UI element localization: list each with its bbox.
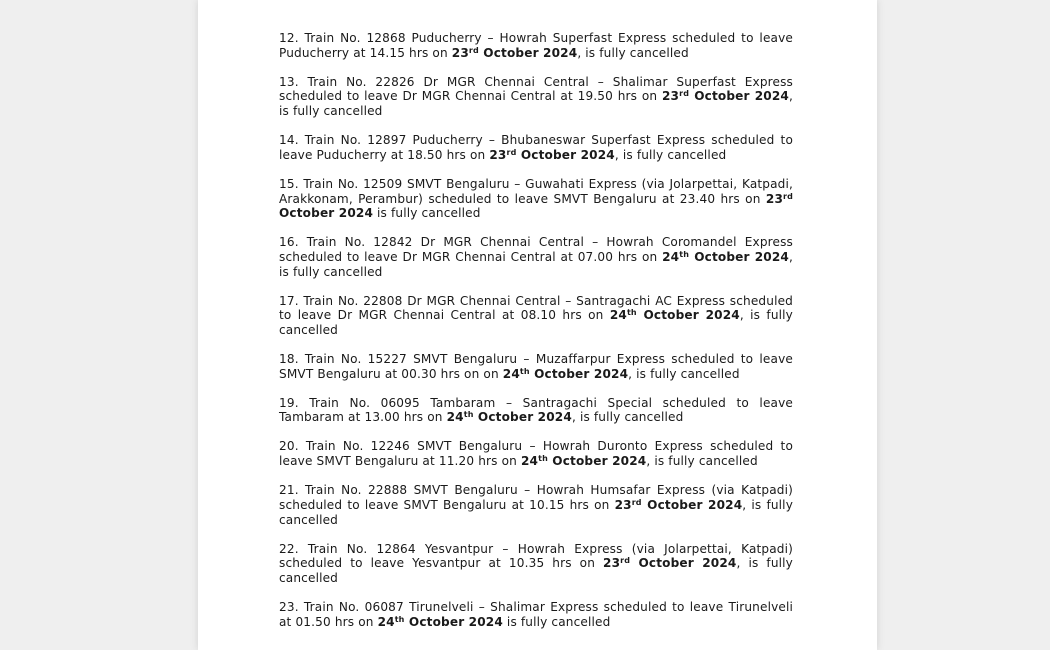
date-suffix: rd: [620, 556, 631, 566]
item-text: 12. Train No. 12868 Puducherry – Howrah Superfast Express scheduled to leave Puducherry at 14.15 hrs on: [279, 31, 793, 60]
item-text: 15. Train No. 12509 SMVT Bengaluru – Guwahati Express (via Jolarpettai, Katpadi, Arakkonam, Perambur) scheduled to leave SMVT Bengaluru at 23.40 hrs on: [279, 176, 793, 206]
list-item: [279, 352, 793, 381]
item-text: 14. Train No. 12897 Puducherry – Bhubaneswar Superfast Express scheduled to leave Puducherry at 18.50 hrs on: [279, 133, 793, 162]
date: [662, 250, 789, 264]
item-text: 16. Train No. 12842 Dr MGR Chennai Central – Howrah Coromandel Express scheduled to leave Dr MGR Chennai Central at 07.00 hrs on: [279, 235, 793, 264]
date-day: 24: [520, 454, 539, 469]
document-page: [198, 0, 877, 650]
item-status: , is fully cancelled: [279, 308, 793, 338]
list-item: [279, 483, 793, 527]
date-month-year: October 2024: [636, 308, 740, 323]
item-status: , is fully cancelled: [628, 366, 740, 381]
date-suffix: th: [626, 308, 637, 318]
date-month-year: October 2024: [689, 89, 789, 104]
date-day: 23: [489, 147, 507, 162]
date: [503, 367, 628, 381]
list-item: [279, 133, 793, 162]
item-status: , is fully cancelled: [614, 147, 727, 162]
item-status: , is fully cancelled: [279, 497, 793, 527]
date-suffix: rd: [783, 191, 793, 201]
date-suffix: rd: [631, 497, 642, 507]
date-day: 24: [662, 249, 680, 264]
date-month-year: October 2024: [547, 454, 647, 469]
date-day: 23: [765, 191, 784, 206]
date: [615, 498, 743, 512]
date-suffix: th: [519, 366, 530, 376]
date-day: 24: [502, 366, 520, 381]
list-item: [279, 75, 793, 119]
date: [447, 410, 572, 424]
date-month-year: October 2024: [641, 497, 743, 512]
item-text: 19. Train No. 06095 Tambaram – Santragachi Special scheduled to leave Tambaram at 13.00 hrs on: [279, 395, 793, 425]
date-day: 24: [446, 410, 464, 425]
date: [489, 148, 615, 162]
list-item: [279, 396, 793, 425]
date-day: 23: [614, 497, 632, 512]
date: [603, 556, 737, 570]
date-suffix: th: [394, 614, 405, 624]
date: [378, 615, 503, 629]
item-text: 21. Train No. 22888 SMVT Bengaluru – Howrah Humsafar Express (via Katpadi) scheduled to leave SMVT Bengaluru at 10.15 hrs on: [279, 483, 793, 512]
date-day: 23: [603, 556, 621, 571]
date-day: 24: [609, 308, 627, 323]
date-month-year: October 2024: [630, 556, 737, 571]
date-suffix: th: [538, 454, 548, 464]
date-suffix: rd: [506, 147, 517, 157]
item-text: 23. Train No. 06087 Tirunelveli – Shalimar Express scheduled to leave Tirunelveli at 01.50 hrs on: [279, 599, 793, 629]
cancellation-list: [279, 31, 793, 644]
item-status: is fully cancelled: [373, 206, 481, 221]
date-month-year: October 2024: [473, 410, 572, 425]
item-status: , is fully cancelled: [577, 45, 689, 60]
date-suffix: rd: [679, 89, 690, 99]
date-day: 23: [451, 45, 469, 60]
list-item: [279, 177, 793, 221]
list-item: [279, 31, 793, 60]
item-text: 13. Train No. 22826 Dr MGR Chennai Central – Shalimar Superfast Express scheduled to leave Dr MGR Chennai Central at 19.50 hrs on: [279, 74, 793, 104]
list-item: [279, 235, 793, 279]
date: [662, 89, 789, 103]
list-item: [279, 600, 793, 629]
item-status: , is fully cancelled: [646, 454, 758, 469]
date-month-year: October 2024: [478, 45, 578, 60]
item-status: , is fully cancelled: [279, 89, 793, 119]
item-text: 20. Train No. 12246 SMVT Bengaluru – Howrah Duronto Express scheduled to leave SMVT Bengaluru at 11.20 hrs on: [279, 439, 793, 469]
date-month-year: October 2024: [404, 614, 503, 629]
item-status: , is fully cancelled: [571, 410, 684, 425]
date-suffix: rd: [468, 45, 479, 55]
date-suffix: th: [463, 410, 474, 420]
item-status: , is fully cancelled: [279, 556, 793, 585]
date-month-year: October 2024: [279, 206, 374, 221]
item-text: 17. Train No. 22808 Dr MGR Chennai Central – Santragachi AC Express scheduled to leave Dr MGR Chennai Central at 08.10 hrs on: [279, 293, 793, 323]
list-item: [279, 542, 793, 586]
item-status: is fully cancelled: [502, 614, 611, 629]
date: [521, 454, 646, 468]
item-text: 18. Train No. 15227 SMVT Bengaluru – Muzaffarpur Express scheduled to leave SMVT Bengaluru at 00.30 hrs on on: [279, 352, 793, 381]
date-month-year: October 2024: [516, 147, 615, 162]
date-month-year: October 2024: [689, 249, 789, 264]
date-day: 23: [661, 89, 680, 104]
date-suffix: th: [679, 249, 690, 259]
item-text: 22. Train No. 12864 Yesvantpur – Howrah Express (via Jolarpettai, Katpadi) scheduled to leave Yesvantpur at 10.35 hrs on: [279, 541, 793, 571]
date-day: 24: [377, 614, 395, 629]
item-status: , is fully cancelled: [279, 249, 793, 279]
list-item: [279, 294, 793, 338]
list-item: [279, 439, 793, 468]
date: [452, 46, 578, 60]
date-month-year: October 2024: [529, 366, 629, 381]
date: [610, 308, 740, 322]
